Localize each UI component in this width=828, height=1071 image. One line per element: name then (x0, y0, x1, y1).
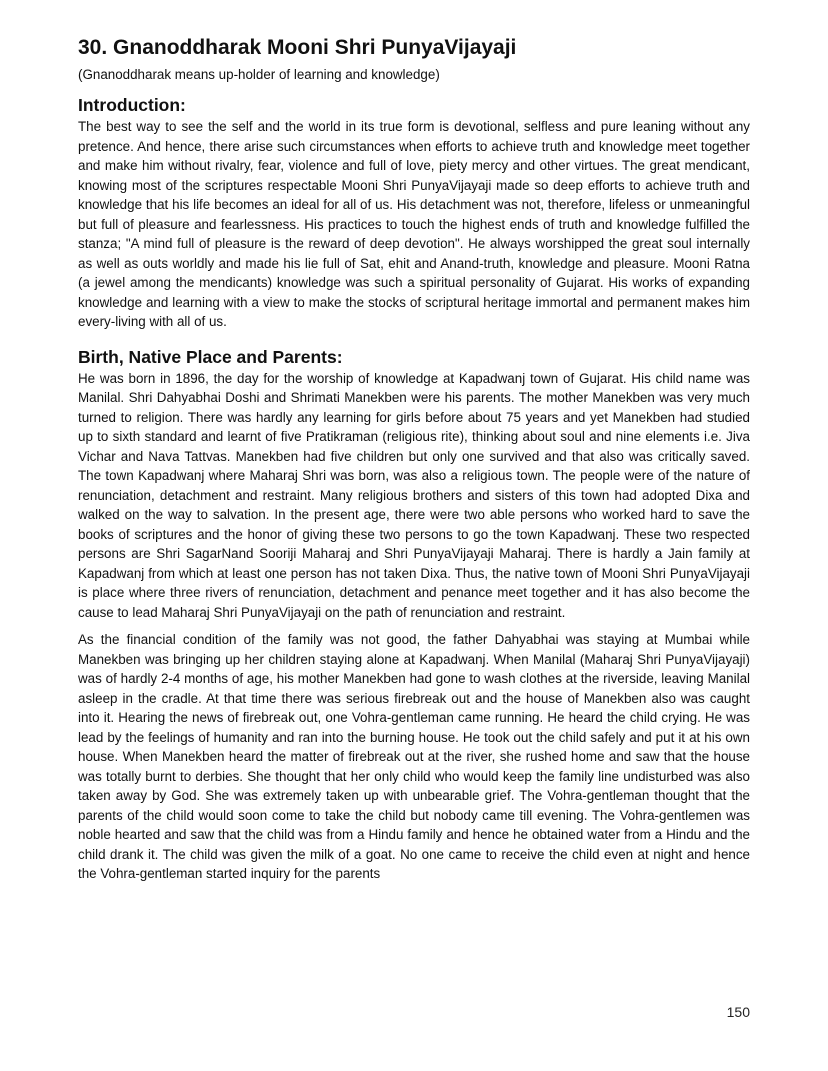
introduction-paragraph: The best way to see the self and the world in its true form is devotional, selfless and pure leaning without any pretence. And hence, there arise such circumstances when efforts to achieve truth and knowledge meet together and make him without rivalry, fear, violence and full of love, piety mercy and other virtues. The great mendicant, knowing most of the scriptures respectable Mooni Shri PunyaVijayaji made so deep efforts to achieve truth and knowledge that his life becomes an ideal for all of us. His detachment was not, therefore, lifeless or unmeaningful but full of pleasure and fearlessness. His practices to touch the highest ends of truth and knowledge fulfilled the stanza; "A mind full of pleasure is the reward of deep devotion". He always worshipped the great soul internally as well as outs worldly and made his lie full of Sat, ehit and Anand-truth, knowledge and pleasure. Mooni Ratna (a jewel among the mendicants) knowledge was such a spiritual personality of Gujarat. His works of expanding knowledge and learning with a view to make the stocks of scriptural heritage immortal and permanent makes him every-living with all of us. (78, 119, 750, 329)
birth-paragraph-2: As the financial condition of the family was not good, the father Dahyabhai was staying at Mumbai while Manekben was bringing up her children staying alone at Kapadwanj. When Manilal (Maharaj Shri PunyaVijayaji) was of hardly 2-4 months of age, his mother Manekben had gone to wash clothes at the riverside, leaving Manilal asleep in the cradle. At that time there was serious firebreak out and the house of Manekben also was caught into it. Hearing the news of firebreak out, one Vohra-gentleman came running. He heard the child crying. He was lead by the feelings of humanity and ran into the burning house. He took out the child safely and put it at his own house. When Manekben heard the matter of firebreak out at the river, she rushed home and saw that the house was totally burnt to derbies. She thought that her only child who would keep the family line undisturbed was also taken away by God. She was extremely taken up with unbearable grief. The Vohra-gentleman thought that the parents of the child would soon come to take the child but nobody came till evening. The Vohra-gentlemen was noble hearted and saw that the child was from a Hindu family and hence he obtained water from a Hindu and the child drank it. The child was given the milk of a goat. No one came to receive the child even at night and hence the Vohra-gentleman started inquiry for the parents (78, 632, 750, 881)
section-heading-birth: Birth, Native Place and Parents: (78, 346, 343, 367)
chapter-title: 30. Gnanoddharak Mooni Shri PunyaVijayaji (78, 36, 517, 59)
birth-paragraph-1: He was born in 1896, the day for the worship of knowledge at Kapadwanj town of Gujarat. His child name was Manilal. Shri Dahyabhai Doshi and Shrimati Manekben were his parents. The mother Manekben was very much turned to religion. There was hardly any learning for girls before about 75 years and yet Manekben had studied up to sixth standard and learnt of five Pratikraman (religious rite), thinking about soul and nine elements i.e. Jiva Vichar and Nava Tattvas. Manekben had five children but only one survived and that also was critically saved. The town Kapadwanj where Maharaj Shri was born, was also a religious town. The people were of the nature of renunciation, detachment and restraint. Many religious brothers and sisters of this town had adopted Dixa and walked on the way to salvation. In the present age, there were two able persons who worked hard to save the books of scriptures and the honor of giving these two persons to go the town Kapadwanj. These two respected persons are Shri SagarNand Sooriji Maharaj and Shri PunyaVijayaji Maharaj. There is hardly a Jain family at Kapadwanj from which at least one person has not taken Dixa. Thus, the native town of Mooni Shri PunyaVijayaji is place where three rivers of renunciation, detachment and penance meet together and it has also become the cause to lead Maharaj Shri PunyaVijayaji on the path of renunciation and restraint. (78, 370, 750, 620)
section-heading-introduction: Introduction: (78, 95, 186, 115)
page-number: 150 (726, 1004, 750, 1020)
document-page (78, 34, 750, 884)
chapter-subtitle: (Gnanoddharak means up-holder of learning and knowledge) (78, 67, 440, 82)
section-introduction (78, 94, 750, 332)
section-birth-native-place-parents (78, 346, 750, 884)
